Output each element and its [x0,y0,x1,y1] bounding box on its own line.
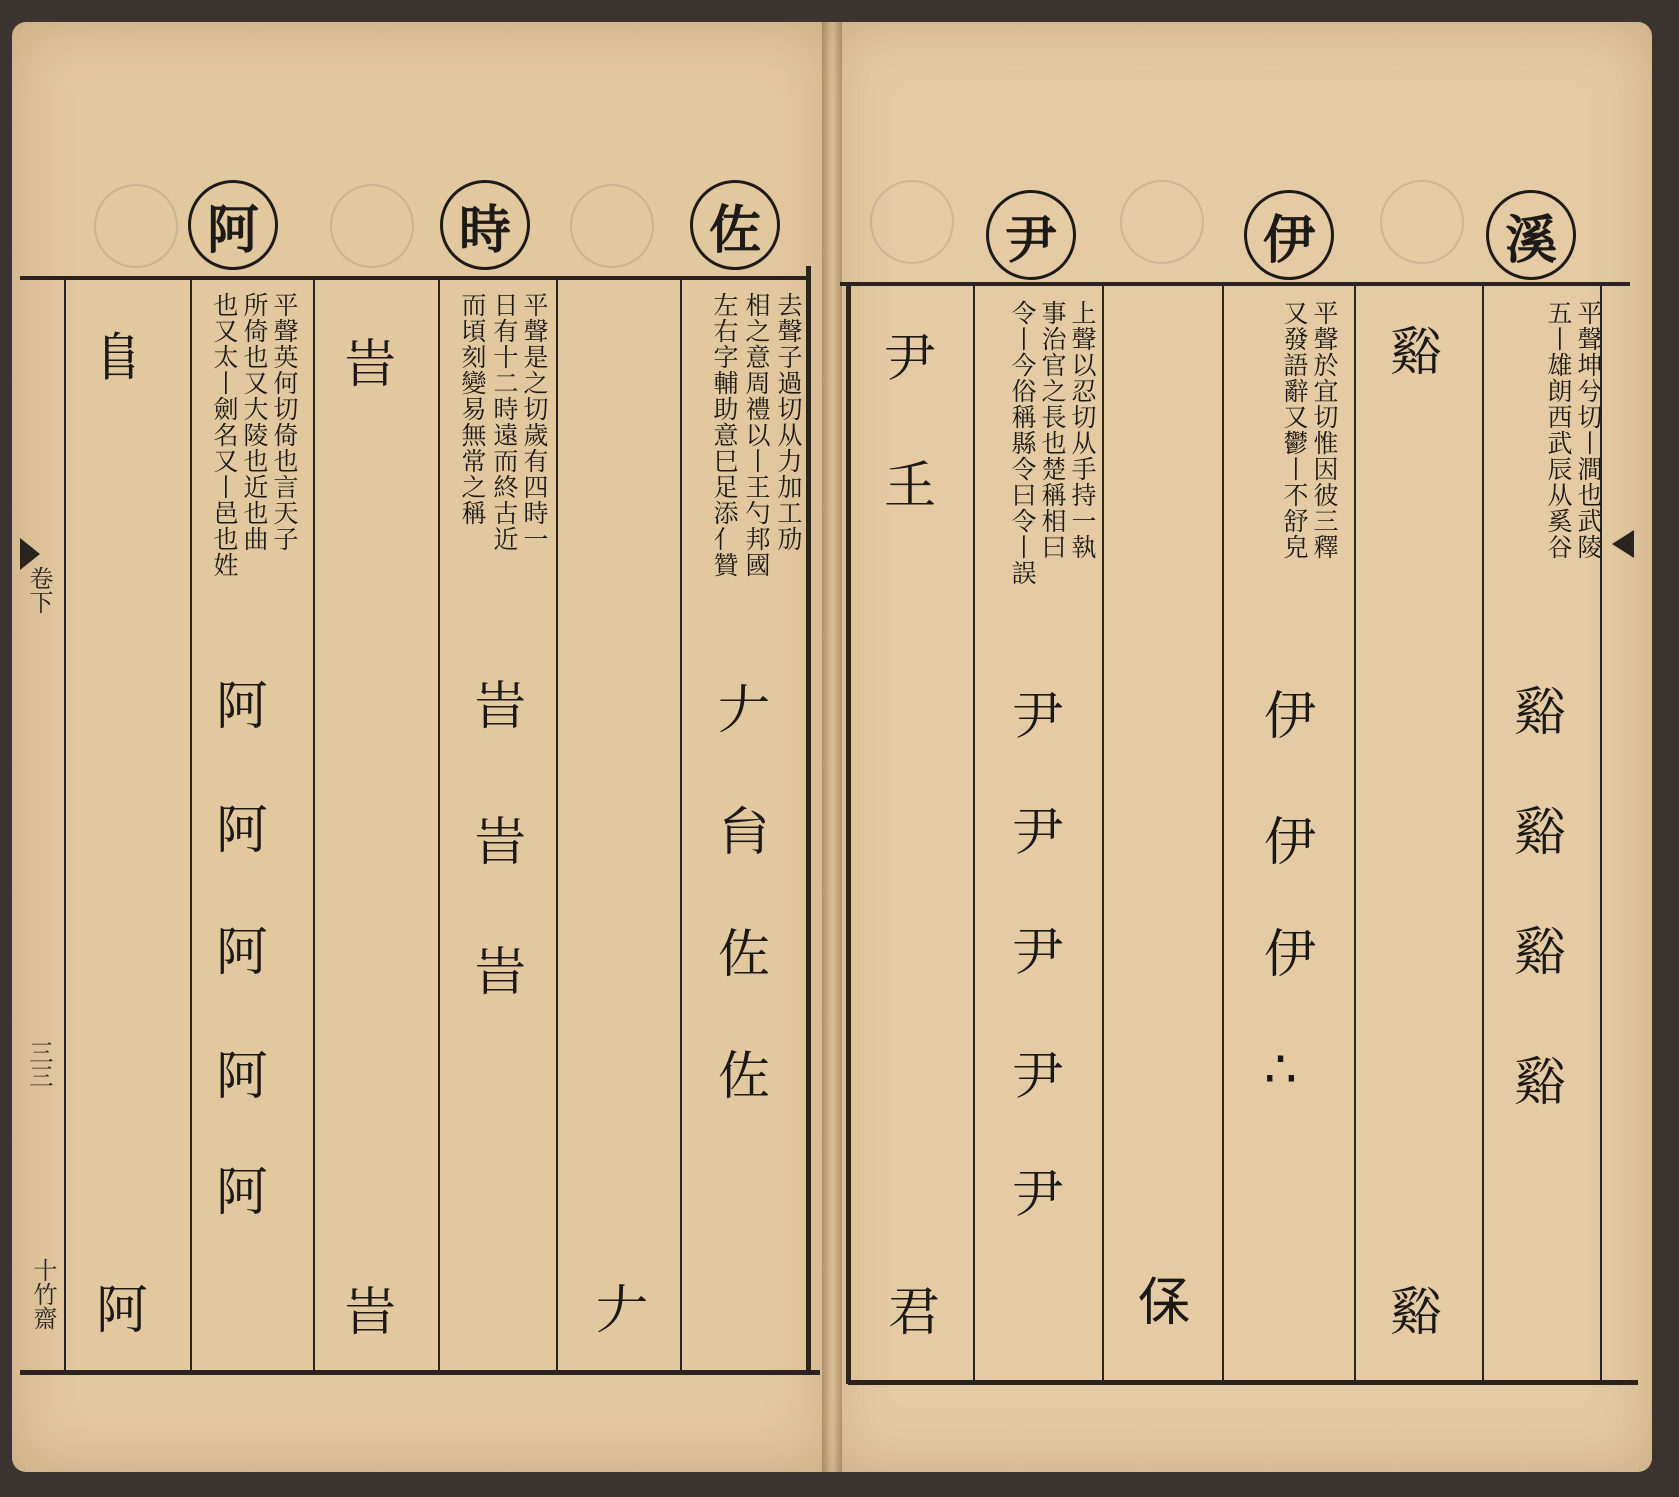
frame-right [806,266,811,1374]
seal-variant: 阿 [216,801,269,861]
seal-variant: 旹 [474,677,527,737]
seal-variant: 𠈃 [1138,1273,1191,1333]
gloss-line: 平聲是之切歲有四時一 [520,292,549,552]
gloss-line: 相之意周禮以丨王勺邦國 [742,292,771,578]
seal-variant: 阿 [216,1163,269,1223]
head-character-circle: 阿 [188,180,278,270]
seal-variant: 阿 [216,1047,269,1107]
show-through-mark [330,184,414,268]
seal-variant: 旹 [344,1283,397,1343]
seal-variant: 佐 [718,1047,771,1107]
show-through-mark [1120,180,1204,264]
frame-left [846,282,851,1384]
seal-variant: 伊 [1264,925,1317,985]
seal-variant: ∴ [1264,1040,1298,1100]
seal-variant: 谿 [1390,1283,1443,1343]
folio-number: 三三 [25,1040,53,1088]
show-through-mark [870,180,954,264]
seal-variant: 谿 [1514,923,1567,983]
seal-variant: 佐 [718,925,771,985]
column-rule [556,280,558,1370]
gloss-line: 也又太丨劍名又丨邑也姓 [210,292,239,578]
fishtail-mark [1612,530,1634,558]
column-rule [64,280,66,1370]
bottom-rule [848,1380,1638,1385]
seal-variant: 旹 [344,335,397,395]
show-through-mark [570,184,654,268]
gloss-line: 上聲以忍切从手持一執 [1068,300,1097,560]
seal-variant: 谿 [1514,1053,1567,1113]
seal-variant: 尹 [1012,923,1065,983]
seal-variant: 伊 [1264,813,1317,873]
gloss-line: 日有十二時遠而終古近 [490,292,519,552]
seal-variant: 谿 [1390,323,1443,383]
column-rule [190,280,192,1370]
book-gutter [822,22,842,1472]
gloss-line: 又發語辭又鬱丨不舒皃 [1280,300,1309,560]
fishtail-mark [20,538,40,570]
seal-variant: 阿 [96,1281,149,1341]
seal-variant: 尹 [1012,1047,1065,1107]
seal-variant: 阿 [216,677,269,737]
column-rule [680,280,682,1370]
seal-variant: 尹 [1012,1165,1065,1225]
seal-variant: 阿 [216,923,269,983]
seal-variant: 旹 [474,813,527,873]
gloss-line: 所倚也又大陵也近也曲 [240,292,269,552]
column-rule [1102,286,1104,1380]
column-rule [438,280,440,1370]
gloss-line: 平聲英何切倚也言天子 [270,292,299,552]
seal-variant: 谿 [1514,683,1567,743]
bottom-rule [20,1370,820,1375]
gloss-line: 左右字輔助意巳足添亻贊 [710,292,739,578]
head-character-circle: 佐 [690,180,780,270]
gloss-line: 平聲於宜切惟因彼三釋 [1310,300,1339,560]
seal-variant: 𨸏 [92,329,145,389]
gloss-line: 而頃刻變易無常之稱 [458,292,487,526]
head-character-circle: 溪 [1486,190,1576,280]
seal-variant: 旹 [474,943,527,1003]
gloss-line: 令丨今俗稱縣令曰令丨誤 [1008,300,1037,586]
head-character-circle: 尹 [986,190,1076,280]
seal-variant: 𠂇 [718,681,771,741]
column-rule [973,286,975,1380]
studio-name: 十竹齋 [29,1258,57,1330]
top-rule [20,276,806,280]
gloss-line: 五丨雄朗西武辰从奚谷 [1544,300,1573,560]
seal-variant: 谿 [1514,803,1567,863]
column-rule [1482,286,1484,1380]
column-rule [313,280,315,1370]
top-rule [840,282,1630,286]
seal-variant: 尹 [1012,803,1065,863]
column-rule [1354,286,1356,1380]
seal-variant: 𠂇 [596,1281,649,1341]
seal-variant: 䏍 [718,803,771,863]
gloss-line: 平聲坤兮切丨澗也武陵 [1574,300,1603,560]
seal-variant: 君 [888,1283,941,1343]
head-character-circle: 伊 [1244,190,1334,280]
gloss-line: 事治官之長也楚稱相曰 [1038,300,1067,560]
show-through-mark [94,184,178,268]
column-rule [1222,286,1224,1380]
seal-variant: 尹 [884,329,937,389]
seal-variant: 伊 [1264,687,1317,747]
gloss-line: 去聲子過切从力加工劢 [774,292,803,552]
seal-variant: 𡈼 [884,457,937,517]
head-character-circle: 時 [440,180,530,270]
show-through-mark [1380,180,1464,264]
volume-label: 卷下 [25,566,53,614]
seal-variant: 尹 [1012,687,1065,747]
